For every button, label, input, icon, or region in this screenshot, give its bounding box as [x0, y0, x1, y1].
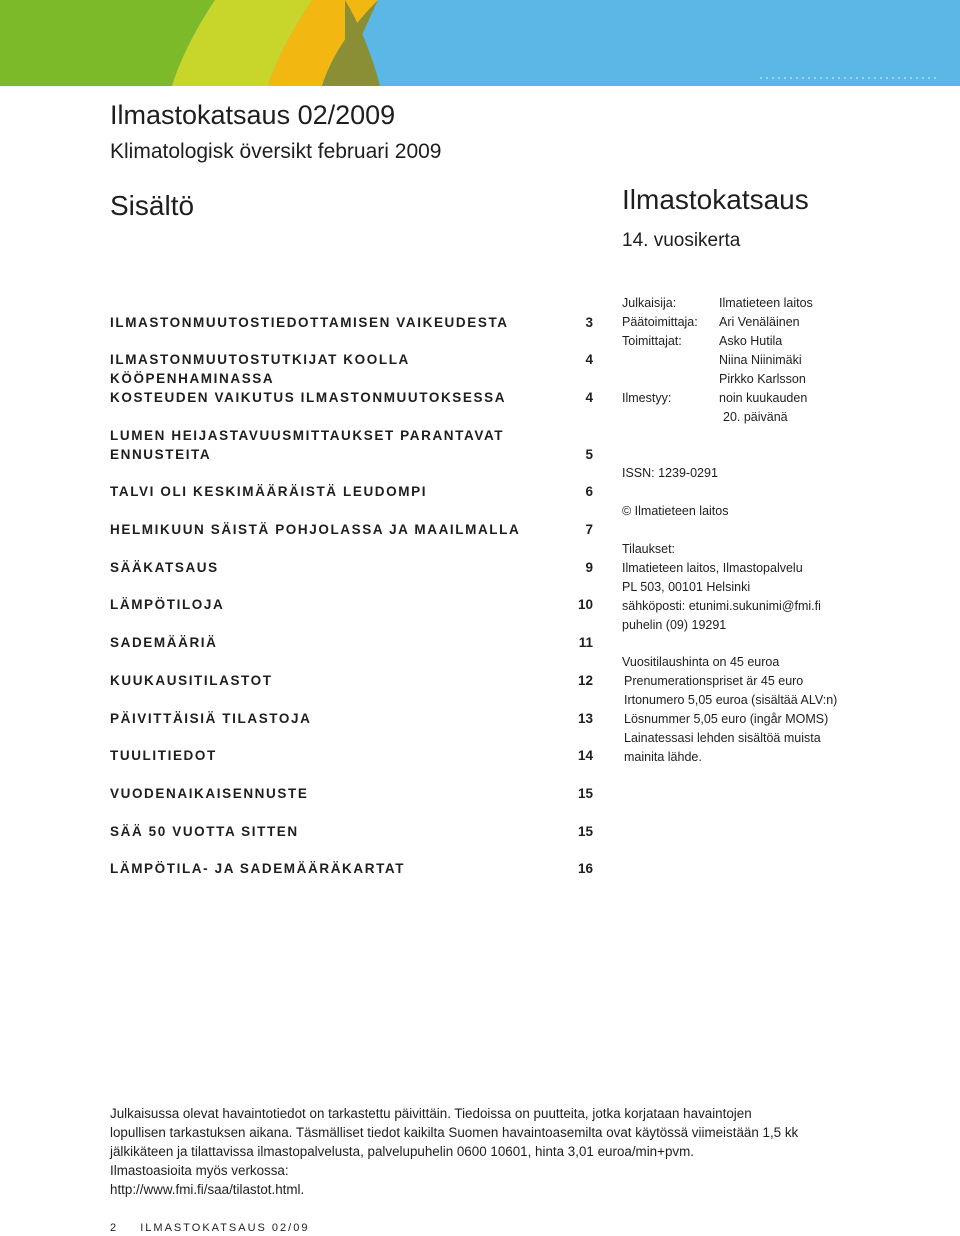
price-line: Lösnummer 5,05 euro (ingår MOMS): [624, 712, 829, 726]
toc-entry-page: 6: [585, 484, 593, 499]
toc-entry-page: 10: [577, 597, 593, 612]
toc-entry-title[interactable]: TALVI OLI KESKIMÄÄRÄISTÄ LEUDOMPI: [110, 484, 428, 499]
toc-entry-page: 15: [577, 824, 593, 839]
editors-label: Toimittajat:: [622, 334, 682, 348]
notice-link[interactable]: http://www.fmi.fi/saa/tilastot.html.: [110, 1182, 305, 1197]
editor-name: Pirkko Karlsson: [719, 372, 806, 386]
toc-entry-title[interactable]: KUUKAUSITILASTOT: [110, 673, 273, 688]
orders-line: PL 503, 00101 Helsinki: [622, 580, 751, 594]
editor-name: Niina Niinimäki: [719, 353, 802, 367]
toc-entry-title[interactable]: SÄÄ 50 VUOTTA SITTEN: [110, 824, 299, 839]
editor-name: Asko Hutila: [719, 334, 783, 348]
orders-label: Tilaukset:: [622, 542, 676, 556]
price-line: Lainatessasi lehden sisältöä muista: [624, 731, 821, 745]
toc-entry-page: 14: [577, 748, 593, 763]
editor-in-chief-value: Ari Venäläinen: [719, 315, 800, 329]
toc-entry-page: 16: [577, 861, 593, 876]
notice-line: jälkikäteen ja tilattavissa ilmastopalvelusta, palvelupuhelin 0600 10601, hinta 3,01 euroa/min+pvm.: [110, 1144, 694, 1159]
schedule-value: 20. päivänä: [723, 410, 788, 424]
toc-entry-title[interactable]: LÄMPÖTILOJA: [110, 597, 225, 612]
toc-entry-title[interactable]: LUMEN HEIJASTAVUUSMITTAUKSET PARANTAVAT ENNUSTEITA: [110, 428, 505, 462]
toc-entry-page: 5: [585, 447, 593, 462]
schedule-label: Ilmestyy:: [622, 391, 672, 405]
toc-entry-page: 4: [585, 352, 593, 367]
schedule-value: noin kuukauden: [719, 391, 808, 405]
toc-entry-title[interactable]: SÄÄKATSAUS: [110, 560, 219, 575]
price-line: Irtonumero 5,05 euroa (sisältää ALV:n): [624, 693, 838, 707]
running-title: ILMASTOKATSAUS 02/09: [140, 1222, 310, 1234]
toc-entry-page: 7: [585, 522, 593, 537]
document-title: Ilmastokatsaus 02/2009: [110, 100, 396, 130]
header-banner: [0, 0, 960, 86]
toc-entry-page: 4: [585, 390, 593, 405]
toc-entry-page: 9: [585, 560, 593, 575]
toc-entry-title[interactable]: TUULITIEDOT: [110, 748, 217, 763]
toc-entry-title[interactable]: ILMASTONMUUTOSTIEDOTTAMISEN VAIKEUDESTA: [110, 315, 509, 330]
price-line: Prenumerationspriset är 45 euro: [624, 674, 804, 688]
price-line: mainita lähde.: [624, 750, 702, 764]
publisher-label: Julkaisija:: [622, 296, 677, 310]
toc-entry-title[interactable]: HELMIKUUN SÄISTÄ POHJOLASSA JA MAAILMALLA: [110, 522, 521, 537]
notice-line: Ilmastoasioita myös verkossa:: [110, 1163, 289, 1178]
publisher-value: Ilmatieteen laitos: [719, 296, 813, 310]
orders-email[interactable]: sähköposti: etunimi.sukunimi@fmi.fi: [622, 599, 821, 613]
issn: ISSN: 1239-0291: [622, 466, 718, 480]
toc-entry-page: 12: [577, 673, 593, 688]
volume-label: 14. vuosikerta: [622, 230, 741, 251]
magazine-name: Ilmastokatsaus: [622, 184, 809, 215]
toc-entry-title[interactable]: VUODENAIKAISENNUSTE: [110, 786, 309, 801]
contents-heading: Sisältö: [110, 190, 195, 221]
toc-entry-title[interactable]: SADEMÄÄRIÄ: [110, 635, 218, 650]
notice-line: lopullisen tarkastuksen aikana. Täsmälliset tiedot kaikilta Suomen havaintoasemilta ovat käytössä viimeistään 1,5 kk: [110, 1125, 799, 1140]
copyright: © Ilmatieteen laitos: [622, 504, 729, 518]
orders-line: Ilmatieteen laitos, Ilmastopalvelu: [622, 561, 803, 575]
toc-entry-title[interactable]: KOSTEUDEN VAIKUTUS ILMASTONMUUTOKSESSA: [110, 390, 507, 405]
toc-entry-title[interactable]: LÄMPÖTILA- JA SADEMÄÄRÄKARTAT: [110, 861, 406, 876]
notice-line: Julkaisussa olevat havaintotiedot on tarkastettu päivittäin. Tiedoissa on puutteita, jotka korjataan havaintojen: [110, 1106, 752, 1121]
toc-entry-title[interactable]: ILMASTONMUUTOSTUTKIJAT KOOLLA KÖÖPENHAMINASSA: [110, 352, 410, 386]
data-notice: [110, 1104, 850, 1199]
page-number: 2: [110, 1222, 119, 1234]
toc-entry-page: 15: [577, 786, 593, 801]
document-subtitle: Klimatologisk översikt februari 2009: [110, 140, 442, 163]
toc-entry-page: 11: [578, 635, 593, 650]
toc-entry-page: 13: [577, 711, 593, 726]
toc-entry-page: 3: [585, 315, 593, 330]
toc-entry-title[interactable]: PÄIVITTÄISIÄ TILASTOJA: [110, 711, 312, 726]
price-line: Vuositilaushinta on 45 euroa: [622, 655, 780, 669]
orders-phone: puhelin (09) 19291: [622, 618, 727, 632]
page-footer: [110, 1222, 309, 1234]
editor-in-chief-label: Päätoimittaja:: [622, 315, 698, 329]
